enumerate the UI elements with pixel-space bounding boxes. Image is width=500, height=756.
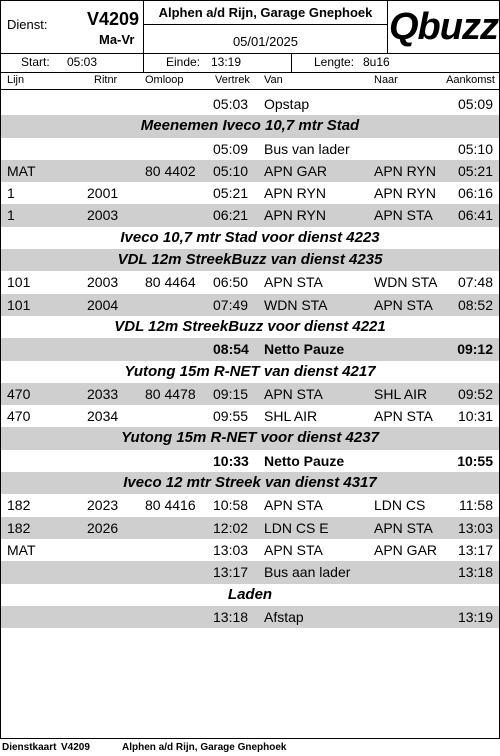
arrival-cell: 11:58 bbox=[459, 497, 493, 514]
col-vertrek: Vertrek bbox=[215, 74, 250, 86]
line-cell: 101 bbox=[7, 296, 31, 313]
from-cell: WDN STA bbox=[264, 296, 328, 313]
line-cell: 1 bbox=[7, 207, 15, 224]
arrival-cell: 05:10 bbox=[457, 140, 493, 157]
einde-label: Einde: bbox=[166, 55, 201, 69]
arrival-cell: 07:48 bbox=[457, 274, 493, 291]
garage-name: Alphen a/d Rijn, Garage Gnephoek bbox=[143, 1, 388, 25]
footer-code: V4209 bbox=[61, 742, 90, 753]
to-cell: APN GAR bbox=[374, 541, 438, 558]
arrival-cell: 13:17 bbox=[457, 541, 493, 558]
from-cell: Opstap bbox=[264, 96, 310, 112]
departure-cell: 05:10 bbox=[213, 162, 249, 179]
pause-row bbox=[1, 450, 499, 472]
block-cell: 80 4416 bbox=[145, 497, 196, 514]
col-aankomst: Aankomst bbox=[446, 74, 495, 86]
column-headers bbox=[1, 73, 499, 90]
departure-cell: 13:17 bbox=[213, 564, 249, 581]
line-cell: 101 bbox=[7, 274, 31, 291]
to-cell: APN STA bbox=[374, 519, 433, 536]
arrival-cell: 05:09 bbox=[457, 96, 493, 112]
table-row bbox=[1, 383, 499, 405]
vehicle-section-title: VDL 12m StreekBuzz van dienst 4235 bbox=[1, 249, 499, 271]
trip-cell: 2003 bbox=[87, 207, 119, 224]
departure-cell: 10:33 bbox=[213, 452, 249, 469]
start-label: Start: bbox=[21, 55, 50, 69]
line-cell: 1 bbox=[7, 185, 15, 202]
departure-cell: 09:15 bbox=[213, 385, 249, 402]
from-cell: APN RYN bbox=[264, 185, 326, 202]
to-cell: LDN CS bbox=[374, 497, 426, 514]
trip-cell: 2026 bbox=[87, 519, 119, 536]
einde-value: 13:19 bbox=[211, 55, 242, 69]
departure-cell: 09:55 bbox=[213, 408, 249, 425]
arrival-cell: 13:03 bbox=[457, 519, 493, 536]
table-row bbox=[1, 160, 499, 182]
from-cell: Afstap bbox=[264, 608, 304, 625]
table-row bbox=[1, 517, 499, 539]
departure-cell: 12:02 bbox=[213, 519, 249, 536]
divider bbox=[143, 54, 144, 72]
arrival-cell: 13:18 bbox=[457, 564, 493, 581]
start-value: 05:03 bbox=[67, 55, 98, 69]
departure-cell: 10:58 bbox=[213, 497, 249, 514]
col-van: Van bbox=[264, 74, 283, 86]
arrival-cell: 10:31 bbox=[457, 408, 493, 425]
vehicle-section-title: Yutong 15m R-NET van dienst 4217 bbox=[124, 362, 376, 380]
departure-cell: 06:50 bbox=[213, 274, 249, 291]
from-cell: APN STA bbox=[264, 497, 323, 514]
block-cell: 80 4478 bbox=[145, 385, 196, 402]
col-ritnr: Ritnr bbox=[94, 74, 118, 86]
vehicle-section-title: VDL 12m StreekBuzz voor dienst 4221 bbox=[114, 317, 386, 335]
card-header bbox=[1, 1, 499, 54]
departure-cell: 13:18 bbox=[213, 608, 249, 625]
from-cell: LDN CS E bbox=[264, 519, 329, 536]
col-omloop: Omloop bbox=[145, 74, 184, 86]
pause-row bbox=[1, 338, 499, 360]
table-row bbox=[1, 294, 499, 316]
table-row bbox=[1, 93, 499, 115]
service-days: Ma-Vr bbox=[99, 32, 135, 47]
to-cell: APN STA bbox=[374, 408, 433, 425]
line-cell: 182 bbox=[7, 497, 31, 514]
vehicle-section-title: Meenemen Iveco 10,7 mtr Stad bbox=[1, 115, 499, 137]
block-cell: 80 4402 bbox=[145, 162, 196, 179]
arrival-cell: 06:41 bbox=[457, 207, 493, 224]
trip-cell: 2023 bbox=[87, 497, 119, 514]
to-cell: APN RYN bbox=[374, 185, 436, 202]
table-row bbox=[1, 539, 499, 561]
to-cell: WDN STA bbox=[374, 274, 438, 291]
trip-cell: 2033 bbox=[87, 385, 119, 402]
qbuzz-logo: Qbuzz bbox=[389, 6, 498, 48]
divider bbox=[291, 54, 292, 72]
dienst-code: V4209 bbox=[87, 9, 140, 29]
line-cell: 470 bbox=[7, 408, 31, 425]
schedule-table bbox=[1, 93, 499, 628]
table-row bbox=[1, 204, 499, 226]
from-cell: Bus aan lader bbox=[264, 564, 351, 581]
table-row bbox=[1, 271, 499, 293]
dienst-label: Dienst: bbox=[7, 17, 48, 32]
table-row bbox=[1, 182, 499, 204]
to-cell: SHL AIR bbox=[374, 385, 428, 402]
table-row bbox=[1, 405, 499, 427]
arrival-cell: 10:55 bbox=[457, 452, 493, 469]
line-cell: MAT bbox=[7, 162, 36, 179]
from-cell: Netto Pauze bbox=[264, 341, 345, 358]
arrival-cell: 08:52 bbox=[457, 296, 493, 313]
from-cell: APN GAR bbox=[264, 162, 328, 179]
vehicle-section-title: Laden bbox=[227, 585, 273, 603]
vehicle-section-title: Iveco 10,7 mtr Stad voor dienst 4223 bbox=[120, 228, 380, 246]
col-naar: Naar bbox=[374, 74, 398, 86]
departure-cell: 05:21 bbox=[213, 185, 249, 202]
service-date: 05/01/2025 bbox=[143, 25, 388, 53]
summary-row bbox=[1, 54, 499, 73]
lengte-label: Lengte: bbox=[314, 55, 355, 69]
trip-cell: 2004 bbox=[87, 296, 119, 313]
departure-cell: 13:03 bbox=[213, 541, 249, 558]
vehicle-section-title: Yutong 15m R-NET voor dienst 4237 bbox=[1, 427, 499, 449]
line-cell: 470 bbox=[7, 385, 31, 402]
lengte-value: 8u16 bbox=[363, 55, 390, 69]
line-cell: MAT bbox=[7, 541, 36, 558]
arrival-cell: 09:52 bbox=[457, 385, 493, 402]
table-row bbox=[1, 494, 499, 516]
from-cell: APN STA bbox=[264, 274, 323, 291]
from-cell: APN RYN bbox=[264, 207, 326, 224]
departure-cell: 07:49 bbox=[213, 296, 249, 313]
to-cell: APN RYN bbox=[374, 162, 436, 179]
footer-label: Dienstkaart bbox=[2, 742, 57, 753]
footer-garage: Alphen a/d Rijn, Garage Gnephoek bbox=[122, 742, 287, 753]
departure-cell: 05:03 bbox=[213, 96, 249, 112]
departure-cell: 06:21 bbox=[213, 207, 249, 224]
from-cell: Netto Pauze bbox=[264, 452, 345, 469]
from-cell: Bus van lader bbox=[264, 140, 350, 157]
departure-cell: 08:54 bbox=[213, 341, 249, 358]
to-cell: APN STA bbox=[374, 296, 433, 313]
trip-cell: 2003 bbox=[87, 274, 119, 291]
from-cell: APN STA bbox=[264, 541, 323, 558]
line-cell: 182 bbox=[7, 519, 31, 536]
table-row bbox=[1, 606, 499, 628]
arrival-cell: 09:12 bbox=[457, 341, 493, 358]
from-cell: SHL AIR bbox=[264, 408, 318, 425]
arrival-cell: 13:19 bbox=[457, 608, 493, 625]
col-lijn: Lijn bbox=[7, 74, 25, 86]
table-row bbox=[1, 138, 499, 160]
from-cell: APN STA bbox=[264, 385, 323, 402]
vehicle-section-title: Iveco 12 mtr Streek van dienst 4317 bbox=[1, 472, 499, 494]
trip-cell: 2034 bbox=[87, 408, 119, 425]
arrival-cell: 05:21 bbox=[457, 162, 493, 179]
trip-cell: 2001 bbox=[87, 185, 119, 202]
departure-cell: 05:09 bbox=[213, 140, 249, 157]
table-row bbox=[1, 561, 499, 583]
block-cell: 80 4464 bbox=[145, 274, 196, 291]
to-cell: APN STA bbox=[374, 207, 433, 224]
arrival-cell: 06:16 bbox=[457, 185, 493, 202]
